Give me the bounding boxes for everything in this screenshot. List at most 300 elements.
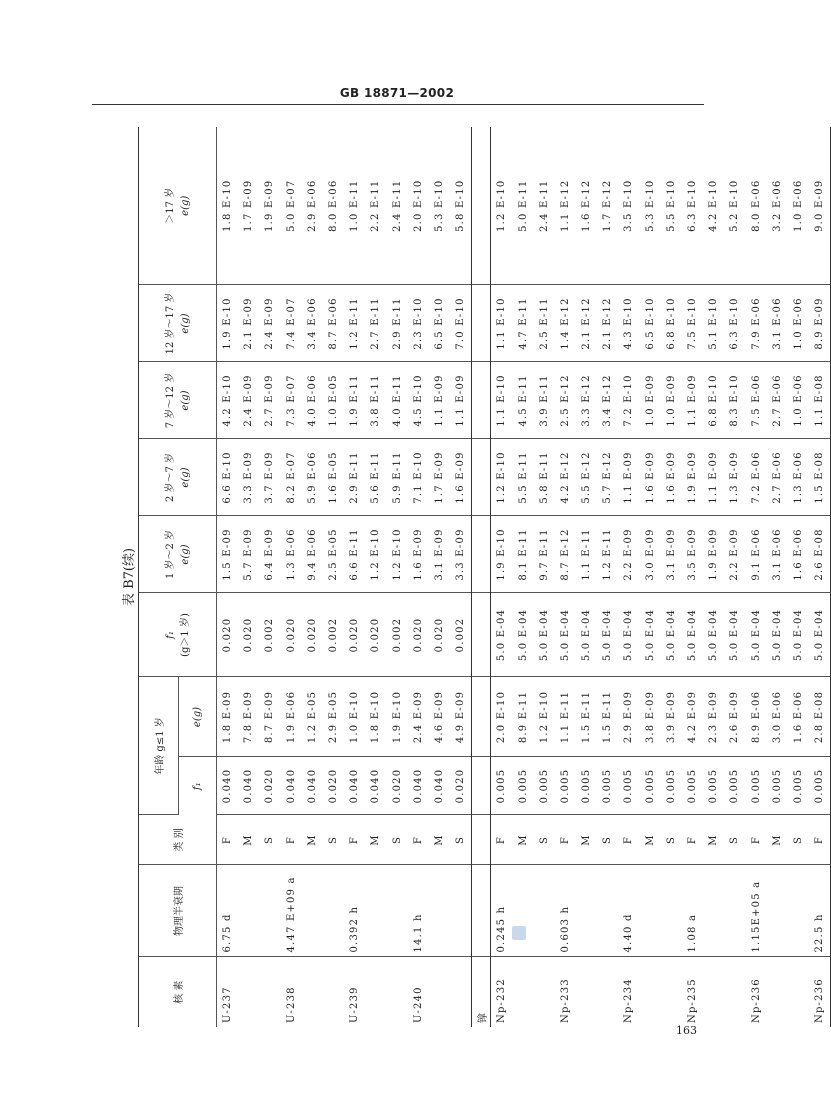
table-row bbox=[788, 127, 809, 1027]
cell-category: S bbox=[323, 815, 344, 865]
cell-eg-infant: 1.0 E-10 bbox=[344, 677, 365, 757]
cell-half-life: 4.47 E+09 a bbox=[281, 865, 302, 957]
cell-f1-older: 5.0 E-04 bbox=[767, 593, 788, 677]
cell-eg-gt17: 1.0 E-11 bbox=[344, 127, 365, 285]
cell-eg-1-2: 1.9 E-10 bbox=[491, 516, 513, 593]
cell-eg-7-12: 4.2 E-10 bbox=[217, 362, 239, 439]
cell-nuclide: Np-236 bbox=[750, 978, 762, 1023]
cell-f1-older: 5.0 E-04 bbox=[746, 593, 767, 677]
cell-f1-infant: 0.040 bbox=[238, 757, 259, 815]
uranium-rows bbox=[217, 127, 472, 1027]
cell-eg-infant: 1.5 E-11 bbox=[597, 677, 618, 757]
cell-eg-gt17: 1.7 E-09 bbox=[238, 127, 259, 285]
cell-half-life bbox=[597, 865, 618, 957]
cell-f1-infant: 0.020 bbox=[387, 757, 408, 815]
cell-eg-infant: 1.2 E-05 bbox=[302, 677, 323, 757]
table-row bbox=[534, 127, 555, 1027]
cell-f1-infant: 0.040 bbox=[408, 757, 429, 815]
cell-category: S bbox=[788, 815, 809, 865]
cell-half-life bbox=[640, 865, 661, 957]
cell-eg-2-7: 5.5 E-12 bbox=[576, 439, 597, 516]
cell-eg-2-7: 5.8 E-11 bbox=[534, 439, 555, 516]
cell-half-life bbox=[259, 865, 280, 957]
cell-eg-1-2: 9.7 E-11 bbox=[534, 516, 555, 593]
cell-eg-infant: 1.9 E-06 bbox=[281, 677, 302, 757]
header-category: 类 别 bbox=[139, 815, 217, 865]
cell-eg-12-17: 5.1 E-10 bbox=[703, 285, 724, 362]
standard-code-header: GB 18871—2002 bbox=[339, 86, 455, 100]
cell-nuclide bbox=[450, 957, 472, 1027]
cell-eg-infant: 2.8 E-08 bbox=[809, 677, 831, 757]
cell-eg-12-17: 1.0 E-06 bbox=[788, 285, 809, 362]
cell-eg-1-2: 1.6 E-09 bbox=[408, 516, 429, 593]
cell-nuclide: Np-233 bbox=[559, 978, 571, 1023]
cell-eg-12-17: 2.1 E-09 bbox=[238, 285, 259, 362]
cell-eg-gt17: 2.0 E-10 bbox=[408, 127, 429, 285]
cell-eg-12-17: 2.5 E-11 bbox=[534, 285, 555, 362]
table-row bbox=[344, 127, 365, 1027]
cell-half-life bbox=[302, 865, 323, 957]
cell-eg-gt17: 1.1 E-12 bbox=[555, 127, 576, 285]
cell-eg-12-17: 8.7 E-06 bbox=[323, 285, 344, 362]
dose-coefficient-table bbox=[138, 127, 826, 1027]
cell-eg-12-17: 6.5 E-10 bbox=[429, 285, 450, 362]
cell-f1-infant: 0.040 bbox=[281, 757, 302, 815]
cell-eg-infant: 1.9 E-10 bbox=[387, 677, 408, 757]
table-row bbox=[323, 127, 344, 1027]
cell-eg-gt17: 1.2 E-10 bbox=[491, 127, 513, 285]
cell-nuclide: U-237 bbox=[222, 986, 234, 1023]
cell-eg-infant: 4.9 E-09 bbox=[450, 677, 472, 757]
cell-eg-2-7: 3.7 E-09 bbox=[259, 439, 280, 516]
cell-half-life bbox=[788, 865, 809, 957]
cell-eg-7-12: 7.2 E-10 bbox=[618, 362, 639, 439]
cell-eg-7-12: 1.0 E-09 bbox=[640, 362, 661, 439]
cell-eg-2-7: 2.7 E-06 bbox=[767, 439, 788, 516]
cell-half-life: 6.75 d bbox=[217, 865, 239, 957]
cell-eg-gt17: 5.3 E-10 bbox=[640, 127, 661, 285]
cell-eg-2-7: 2.9 E-11 bbox=[344, 439, 365, 516]
cell-eg-2-7: 1.7 E-09 bbox=[429, 439, 450, 516]
cell-f1-older: 5.0 E-04 bbox=[576, 593, 597, 677]
cell-eg-7-12: 3.8 E-11 bbox=[365, 362, 386, 439]
cell-category: F bbox=[682, 815, 703, 865]
cell-eg-12-17: 6.3 E-10 bbox=[724, 285, 745, 362]
cell-eg-gt17: 8.0 E-06 bbox=[746, 127, 767, 285]
cell-eg-2-7: 6.6 E-10 bbox=[217, 439, 239, 516]
cell-f1-older: 0.020 bbox=[365, 593, 386, 677]
cell-nuclide bbox=[767, 957, 788, 1027]
cell-f1-infant: 0.005 bbox=[767, 757, 788, 815]
cell-half-life: 22.5 h bbox=[809, 865, 831, 957]
cell-f1-older: 5.0 E-04 bbox=[618, 593, 639, 677]
cell-half-life bbox=[534, 865, 555, 957]
cell-half-life bbox=[661, 865, 682, 957]
cell-f1-older: 5.0 E-04 bbox=[788, 593, 809, 677]
cell-f1-infant: 0.040 bbox=[302, 757, 323, 815]
cell-eg-12-17: 3.1 E-06 bbox=[767, 285, 788, 362]
cell-nuclide: Np-234 bbox=[623, 978, 635, 1023]
cell-eg-7-12: 4.0 E-06 bbox=[302, 362, 323, 439]
cell-eg-infant: 1.8 E-09 bbox=[217, 677, 239, 757]
cell-eg-2-7: 8.2 E-07 bbox=[281, 439, 302, 516]
cell-nuclide bbox=[429, 957, 450, 1027]
cell-f1-older: 0.020 bbox=[238, 593, 259, 677]
cell-eg-1-2: 1.2 E-10 bbox=[387, 516, 408, 593]
cell-category: M bbox=[302, 815, 323, 865]
cell-f1-older: 0.002 bbox=[450, 593, 472, 677]
cell-half-life: 0.603 h bbox=[555, 865, 576, 957]
cell-eg-gt17: 1.6 E-12 bbox=[576, 127, 597, 285]
cell-eg-1-2: 3.3 E-09 bbox=[450, 516, 472, 593]
cell-eg-7-12: 2.7 E-06 bbox=[767, 362, 788, 439]
cell-eg-gt17: 2.4 E-11 bbox=[534, 127, 555, 285]
cell-half-life bbox=[429, 865, 450, 957]
cell-eg-7-12: 4.5 E-10 bbox=[408, 362, 429, 439]
cell-eg-infant: 2.6 E-09 bbox=[724, 677, 745, 757]
neptunium-rows bbox=[491, 127, 831, 1027]
cell-eg-12-17: 1.4 E-12 bbox=[555, 285, 576, 362]
cell-f1-older: 0.002 bbox=[387, 593, 408, 677]
cell-eg-7-12: 7.3 E-07 bbox=[281, 362, 302, 439]
cell-eg-infant: 2.3 E-09 bbox=[703, 677, 724, 757]
cell-eg-2-7: 5.9 E-06 bbox=[302, 439, 323, 516]
cell-eg-12-17: 7.4 E-07 bbox=[281, 285, 302, 362]
table-row bbox=[512, 127, 533, 1027]
cell-eg-12-17: 6.8 E-10 bbox=[661, 285, 682, 362]
header-age-12-17-label: 12 岁～17 岁 bbox=[164, 292, 176, 355]
cell-eg-1-2: 2.5 E-05 bbox=[323, 516, 344, 593]
table-row bbox=[576, 127, 597, 1027]
cell-eg-2-7: 7.2 E-06 bbox=[746, 439, 767, 516]
table-row bbox=[281, 127, 302, 1027]
cell-eg-12-17: 4.3 E-10 bbox=[618, 285, 639, 362]
watermark-mark bbox=[512, 926, 526, 940]
cell-eg-1-2: 8.7 E-12 bbox=[555, 516, 576, 593]
cell-nuclide bbox=[597, 957, 618, 1027]
cell-eg-1-2: 8.1 E-11 bbox=[512, 516, 533, 593]
cell-f1-infant: 0.005 bbox=[555, 757, 576, 815]
cell-eg-1-2: 3.1 E-09 bbox=[429, 516, 450, 593]
cell-eg-1-2: 2.2 E-09 bbox=[618, 516, 639, 593]
header-age-1-2-label: 1 岁～2 岁 bbox=[164, 529, 176, 580]
cell-eg-1-2: 9.4 E-06 bbox=[302, 516, 323, 593]
cell-category: F bbox=[408, 815, 429, 865]
cell-eg-2-7: 7.1 E-10 bbox=[408, 439, 429, 516]
cell-eg-7-12: 1.1 E-10 bbox=[491, 362, 513, 439]
cell-eg-1-2: 3.0 E-09 bbox=[640, 516, 661, 593]
cell-nuclide bbox=[365, 957, 386, 1027]
table-row bbox=[618, 127, 639, 1027]
cell-eg-1-2: 3.1 E-09 bbox=[661, 516, 682, 593]
cell-eg-2-7: 1.5 E-08 bbox=[809, 439, 831, 516]
cell-half-life bbox=[238, 865, 259, 957]
header-age-2-7 bbox=[139, 439, 217, 516]
cell-f1-older: 5.0 E-04 bbox=[682, 593, 703, 677]
cell-category: M bbox=[576, 815, 597, 865]
table-row bbox=[746, 127, 767, 1027]
header-age-1-2 bbox=[139, 516, 217, 593]
cell-eg-2-7: 1.3 E-06 bbox=[788, 439, 809, 516]
cell-f1-older: 5.0 E-04 bbox=[640, 593, 661, 677]
cell-eg-infant: 7.8 E-09 bbox=[238, 677, 259, 757]
cell-eg-gt17: 5.2 E-10 bbox=[724, 127, 745, 285]
cell-eg-infant: 3.8 E-09 bbox=[640, 677, 661, 757]
cell-eg-7-12: 4.5 E-11 bbox=[512, 362, 533, 439]
cell-eg-7-12: 3.4 E-12 bbox=[597, 362, 618, 439]
cell-nuclide: Np-235 bbox=[687, 978, 699, 1023]
cell-eg-2-7: 3.3 E-09 bbox=[238, 439, 259, 516]
cell-category: S bbox=[724, 815, 745, 865]
cell-f1-infant: 0.005 bbox=[703, 757, 724, 815]
cell-eg-7-12: 6.8 E-10 bbox=[703, 362, 724, 439]
cell-eg-infant: 1.8 E-10 bbox=[365, 677, 386, 757]
rotated-table-page bbox=[118, 127, 826, 1027]
cell-category: S bbox=[597, 815, 618, 865]
cell-eg-gt17: 1.7 E-12 bbox=[597, 127, 618, 285]
cell-half-life: 4.40 d bbox=[618, 865, 639, 957]
cell-eg-1-2: 1.1 E-11 bbox=[576, 516, 597, 593]
cell-category: M bbox=[429, 815, 450, 865]
table-row bbox=[661, 127, 682, 1027]
cell-eg-12-17: 2.1 E-12 bbox=[597, 285, 618, 362]
cell-f1-older: 0.002 bbox=[323, 593, 344, 677]
cell-category: S bbox=[259, 815, 280, 865]
cell-eg-7-12: 3.9 E-11 bbox=[534, 362, 555, 439]
cell-eg-1-2: 1.2 E-11 bbox=[597, 516, 618, 593]
cell-half-life bbox=[387, 865, 408, 957]
cell-eg-gt17: 1.9 E-09 bbox=[259, 127, 280, 285]
cell-f1-infant: 0.005 bbox=[512, 757, 533, 815]
header-f1-older-condition: (g＞1 岁) bbox=[179, 613, 191, 657]
cell-f1-infant: 0.005 bbox=[682, 757, 703, 815]
cell-f1-infant: 0.005 bbox=[491, 757, 513, 815]
cell-category: F bbox=[491, 815, 513, 865]
cell-category: M bbox=[640, 815, 661, 865]
cell-f1-older: 0.020 bbox=[217, 593, 239, 677]
header-age-gt17-eg: e(g) bbox=[179, 195, 191, 216]
cell-eg-infant: 1.2 E-10 bbox=[534, 677, 555, 757]
cell-eg-gt17: 6.3 E-10 bbox=[682, 127, 703, 285]
cell-eg-7-12: 4.0 E-11 bbox=[387, 362, 408, 439]
cell-half-life bbox=[767, 865, 788, 957]
table-row bbox=[597, 127, 618, 1027]
cell-half-life bbox=[512, 865, 533, 957]
cell-eg-gt17: 1.0 E-06 bbox=[788, 127, 809, 285]
table-row bbox=[555, 127, 576, 1027]
cell-nuclide bbox=[387, 957, 408, 1027]
cell-eg-7-12: 1.0 E-05 bbox=[323, 362, 344, 439]
cell-eg-gt17: 3.2 E-06 bbox=[767, 127, 788, 285]
cell-eg-infant: 3.0 E-06 bbox=[767, 677, 788, 757]
header-age-2-7-label: 2 岁～7 岁 bbox=[164, 452, 176, 503]
cell-f1-older: 5.0 E-04 bbox=[491, 593, 513, 677]
table-row bbox=[450, 127, 472, 1027]
cell-eg-7-12: 1.1 E-08 bbox=[809, 362, 831, 439]
cell-eg-gt17: 8.0 E-06 bbox=[323, 127, 344, 285]
cell-f1-older: 5.0 E-04 bbox=[661, 593, 682, 677]
cell-eg-gt17: 2.4 E-11 bbox=[387, 127, 408, 285]
cell-eg-7-12: 1.1 E-09 bbox=[682, 362, 703, 439]
table-row bbox=[408, 127, 429, 1027]
cell-eg-2-7: 1.1 E-09 bbox=[618, 439, 639, 516]
header-age-12-17 bbox=[139, 285, 217, 362]
cell-eg-12-17: 1.2 E-11 bbox=[344, 285, 365, 362]
cell-f1-infant: 0.020 bbox=[259, 757, 280, 815]
cell-nuclide bbox=[238, 957, 259, 1027]
cell-category: F bbox=[555, 815, 576, 865]
cell-f1-infant: 0.005 bbox=[788, 757, 809, 815]
cell-eg-2-7: 5.5 E-11 bbox=[512, 439, 533, 516]
cell-eg-12-17: 7.9 E-06 bbox=[746, 285, 767, 362]
cell-eg-gt17: 5.5 E-10 bbox=[661, 127, 682, 285]
cell-category: F bbox=[618, 815, 639, 865]
table-row bbox=[302, 127, 323, 1027]
table-row bbox=[238, 127, 259, 1027]
cell-f1-infant: 0.005 bbox=[534, 757, 555, 815]
cell-eg-2-7: 1.9 E-09 bbox=[682, 439, 703, 516]
cell-eg-7-12: 2.5 E-12 bbox=[555, 362, 576, 439]
table-row bbox=[259, 127, 280, 1027]
table-row bbox=[640, 127, 661, 1027]
cell-eg-12-17: 7.0 E-10 bbox=[450, 285, 472, 362]
cell-eg-12-17: 1.9 E-10 bbox=[217, 285, 239, 362]
cell-eg-infant: 8.9 E-11 bbox=[512, 677, 533, 757]
cell-half-life bbox=[703, 865, 724, 957]
cell-nuclide bbox=[703, 957, 724, 1027]
cell-eg-1-2: 2.2 E-09 bbox=[724, 516, 745, 593]
cell-category: S bbox=[534, 815, 555, 865]
cell-eg-12-17: 6.5 E-10 bbox=[640, 285, 661, 362]
cell-f1-infant: 0.040 bbox=[365, 757, 386, 815]
cell-f1-infant: 0.040 bbox=[344, 757, 365, 815]
cell-eg-1-2: 2.6 E-08 bbox=[809, 516, 831, 593]
cell-eg-infant: 2.9 E-05 bbox=[323, 677, 344, 757]
cell-category: S bbox=[661, 815, 682, 865]
cell-eg-2-7: 5.9 E-11 bbox=[387, 439, 408, 516]
cell-category: F bbox=[809, 815, 831, 865]
header-age-7-12-label: 7 岁～12 岁 bbox=[164, 372, 176, 429]
cell-f1-infant: 0.005 bbox=[809, 757, 831, 815]
cell-f1-older: 0.020 bbox=[344, 593, 365, 677]
cell-eg-1-2: 6.4 E-09 bbox=[259, 516, 280, 593]
cell-category: M bbox=[767, 815, 788, 865]
header-age-1-2-eg: e(g) bbox=[179, 544, 191, 565]
cell-category: M bbox=[238, 815, 259, 865]
group-row-container bbox=[472, 127, 491, 1027]
header-f1-older bbox=[139, 593, 217, 677]
header-age-gt17 bbox=[139, 127, 217, 285]
table-row bbox=[429, 127, 450, 1027]
group-label-neptunium: 镎 bbox=[472, 957, 491, 1027]
cell-nuclide bbox=[724, 957, 745, 1027]
cell-eg-2-7: 4.2 E-12 bbox=[555, 439, 576, 516]
cell-eg-gt17: 3.5 E-10 bbox=[618, 127, 639, 285]
cell-eg-infant: 2.0 E-10 bbox=[491, 677, 513, 757]
cell-eg-12-17: 3.4 E-06 bbox=[302, 285, 323, 362]
table-row bbox=[682, 127, 703, 1027]
cell-category: S bbox=[450, 815, 472, 865]
header-f1-infant: f₁ bbox=[179, 757, 217, 815]
cell-nuclide: Np-236 bbox=[809, 957, 831, 1027]
cell-f1-older: 5.0 E-04 bbox=[809, 593, 831, 677]
cell-eg-gt17: 5.0 E-07 bbox=[281, 127, 302, 285]
cell-eg-7-12: 2.4 E-09 bbox=[238, 362, 259, 439]
cell-eg-1-2: 1.2 E-10 bbox=[365, 516, 386, 593]
cell-eg-infant: 3.9 E-09 bbox=[661, 677, 682, 757]
cell-f1-infant: 0.005 bbox=[618, 757, 639, 815]
header-rule bbox=[92, 104, 704, 105]
cell-category: S bbox=[387, 815, 408, 865]
header-eg-infant: e(g) bbox=[179, 677, 217, 757]
cell-eg-gt17: 9.0 E-09 bbox=[809, 127, 831, 285]
cell-f1-infant: 0.005 bbox=[661, 757, 682, 815]
cell-half-life: 0.392 h bbox=[344, 865, 365, 957]
header-f1-older-symbol: f₁ bbox=[164, 631, 176, 639]
cell-f1-infant: 0.005 bbox=[576, 757, 597, 815]
cell-f1-older: 0.020 bbox=[429, 593, 450, 677]
cell-half-life: 1.08 a bbox=[682, 865, 703, 957]
cell-eg-1-2: 6.6 E-11 bbox=[344, 516, 365, 593]
cell-nuclide bbox=[323, 957, 344, 1027]
cell-f1-older: 5.0 E-04 bbox=[534, 593, 555, 677]
cell-f1-infant: 0.005 bbox=[597, 757, 618, 815]
cell-eg-1-2: 5.7 E-09 bbox=[238, 516, 259, 593]
cell-nuclide bbox=[534, 957, 555, 1027]
header-half-life: 物理半衰期 bbox=[139, 865, 217, 957]
group-row bbox=[472, 127, 491, 1027]
cell-f1-infant: 0.005 bbox=[746, 757, 767, 815]
cell-eg-7-12: 2.7 E-09 bbox=[259, 362, 280, 439]
cell-f1-infant: 0.040 bbox=[217, 757, 239, 815]
cell-half-life bbox=[450, 865, 472, 957]
table-row bbox=[703, 127, 724, 1027]
cell-eg-infant: 2.9 E-09 bbox=[618, 677, 639, 757]
cell-f1-older: 5.0 E-04 bbox=[512, 593, 533, 677]
cell-eg-12-17: 2.4 E-09 bbox=[259, 285, 280, 362]
cell-eg-7-12: 7.5 E-06 bbox=[746, 362, 767, 439]
table-title: 表 B7(续) bbox=[122, 547, 137, 607]
cell-eg-1-2: 1.5 E-09 bbox=[217, 516, 239, 593]
cell-nuclide: Np-232 bbox=[496, 978, 508, 1023]
cell-f1-infant: 0.005 bbox=[724, 757, 745, 815]
table-row bbox=[365, 127, 386, 1027]
cell-f1-older: 0.020 bbox=[408, 593, 429, 677]
cell-category: F bbox=[281, 815, 302, 865]
cell-eg-7-12: 1.9 E-11 bbox=[344, 362, 365, 439]
cell-eg-12-17: 4.7 E-11 bbox=[512, 285, 533, 362]
header-nuclide: 核 素 bbox=[139, 957, 217, 1027]
cell-eg-gt17: 5.3 E-10 bbox=[429, 127, 450, 285]
cell-f1-infant: 0.005 bbox=[640, 757, 661, 815]
cell-f1-older: 5.0 E-04 bbox=[597, 593, 618, 677]
cell-eg-infant: 2.4 E-09 bbox=[408, 677, 429, 757]
cell-eg-2-7: 1.3 E-09 bbox=[724, 439, 745, 516]
cell-eg-infant: 8.7 E-09 bbox=[259, 677, 280, 757]
header-age-7-12 bbox=[139, 362, 217, 439]
cell-half-life: 1.15E+05 a bbox=[746, 865, 767, 957]
cell-eg-gt17: 5.0 E-11 bbox=[512, 127, 533, 285]
cell-eg-7-12: 3.3 E-12 bbox=[576, 362, 597, 439]
table-row bbox=[767, 127, 788, 1027]
table-row bbox=[724, 127, 745, 1027]
cell-f1-older: 0.002 bbox=[259, 593, 280, 677]
cell-eg-gt17: 5.8 E-10 bbox=[450, 127, 472, 285]
cell-f1-infant: 0.020 bbox=[450, 757, 472, 815]
cell-eg-1-2: 1.3 E-06 bbox=[281, 516, 302, 593]
cell-nuclide bbox=[576, 957, 597, 1027]
cell-half-life: 0.245 h bbox=[491, 865, 513, 957]
